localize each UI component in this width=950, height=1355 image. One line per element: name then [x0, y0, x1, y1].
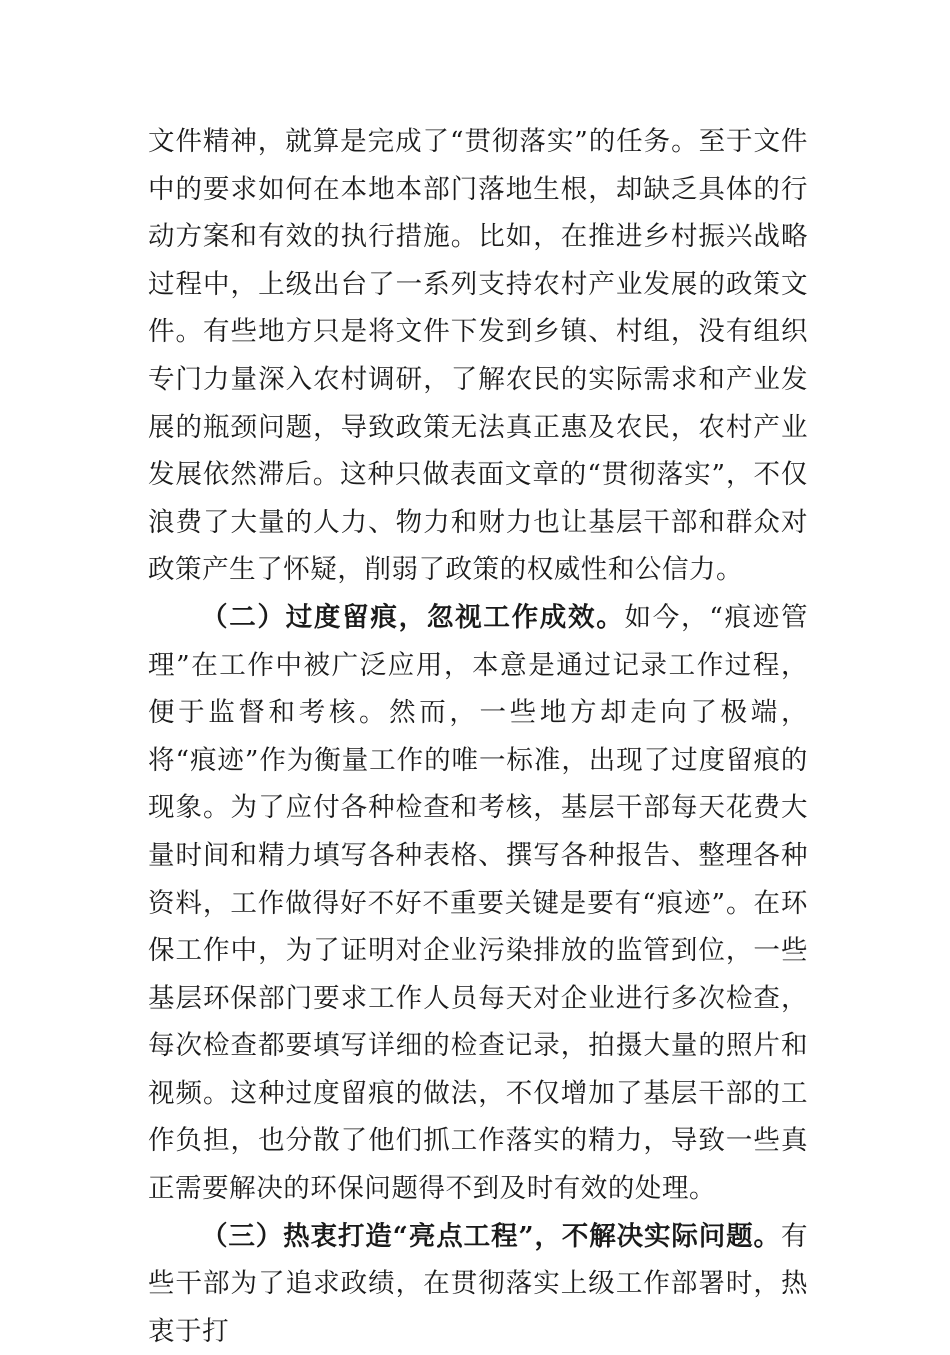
paragraph-3-text: 有些干部为了追求政绩，在贯彻落实上级工作部署时，热衷于打	[148, 1220, 808, 1347]
body-text	[148, 118, 808, 1355]
paragraph-2	[148, 594, 808, 1213]
paragraph-1-text: 文件精神，就算是完成了“贯彻落实”的任务。至于文件中的要求如何在本地本部门落地生根，却缺乏具体的行动方案和有效的执行措施。比如，在推进乡村振兴战略过程中，上级出台了一系列支持农村产业发展的政策文件。有些地方只是将文件下发到乡镇、村组，没有组织专门力量深入农村调研，了解农民的实际需求和产业发展的瓶颈问题，导致政策无法真正惠及农民，农村产业发展依然滞后。这种只做表面文章的“贯彻落实”，不仅浪费了大量的人力、物力和财力也让基层干部和群众对政策产生了怀疑，削弱了政策的权威性和公信力。	[148, 126, 808, 586]
section-heading-2: （二）过度留痕，忽视工作成效。	[201, 601, 625, 633]
paragraph-2-text: 如今，“痕迹管理”在工作中被广泛应用，本意是通过记录工作过程，便于监督和考核。然而，一些地方却走向了极端，将“痕迹”作为衡量工作的唯一标准，出现了过度留痕的现象。为了应付各种检查和考核，基层干部每天花费大量时间和精力填写各种表格、撰写各种报告、整理各种资料，工作做得好不好不重要关键是要有“痕迹”。在环保工作中，为了证明对企业污染排放的监管到位，一些基层环保部门要求工作人员每天对企业进行多次检查，每次检查都要填写详细的检查记录，拍摄大量的照片和视频。这种过度留痕的做法，不仅增加了基层干部的工作负担，也分散了他们抓工作落实的精力，导致一些真正需要解决的环保问题得不到及时有效的处理。	[148, 601, 808, 1205]
section-heading-3: （三）热衷打造“亮点工程”，不解决实际问题。	[201, 1220, 781, 1252]
paragraph-3	[148, 1213, 808, 1355]
paragraph-1	[148, 118, 808, 594]
